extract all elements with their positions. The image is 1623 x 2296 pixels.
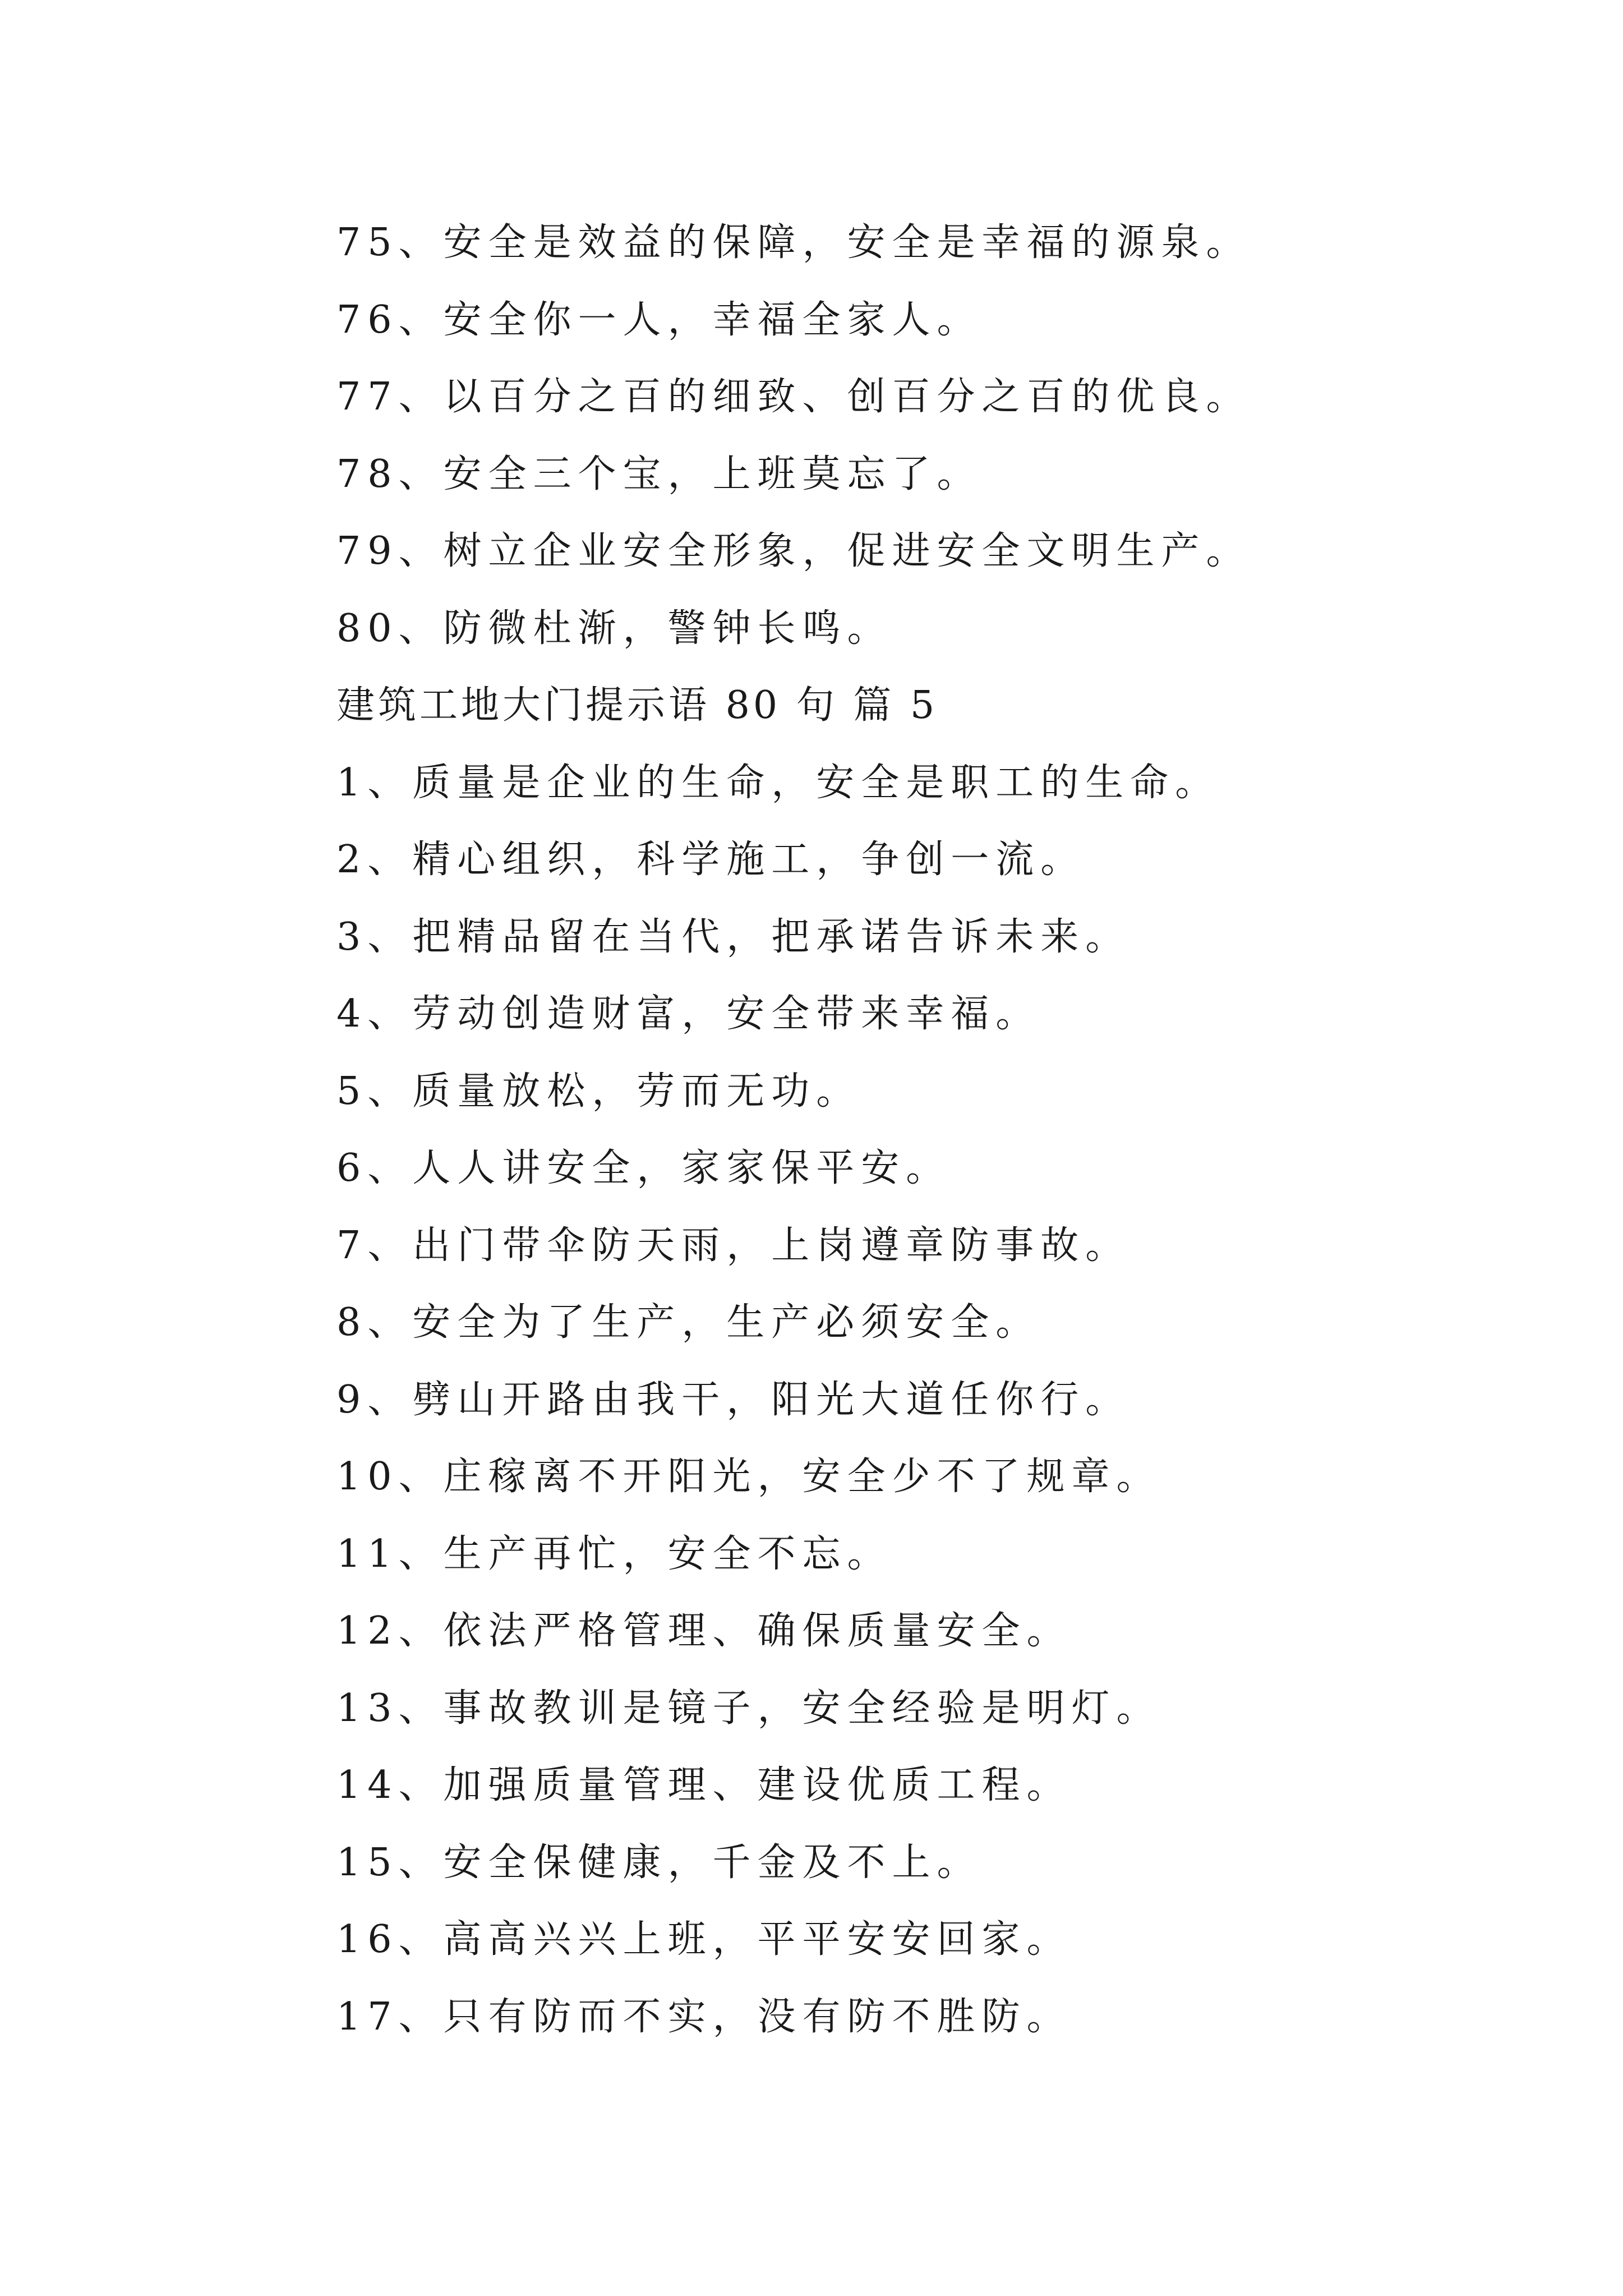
list-item: 10、庄稼离不开阳光，安全少不了规章。 xyxy=(336,1455,1161,1499)
list-item: 5、质量放松，劳而无功。 xyxy=(336,1069,861,1114)
list-item: 2、精心组织，科学施工，争创一流。 xyxy=(336,838,1086,882)
list-item: 11、生产再忙，安全不忘。 xyxy=(336,1531,892,1576)
list-item: 80、防微杜渐，警钟长鸣。 xyxy=(336,606,892,651)
list-item: 78、安全三个宝，上班莫忘了。 xyxy=(336,452,982,496)
list-item: 75、安全是效益的保障，安全是幸福的源泉。 xyxy=(336,220,1251,265)
list-item: 12、依法严格管理、确保质量安全。 xyxy=(336,1609,1072,1653)
list-item: 8、安全为了生产，生产必须安全。 xyxy=(336,1300,1041,1345)
list-item: 9、劈山开路由我干，阳光大道任你行。 xyxy=(336,1377,1131,1422)
list-item: 79、树立企业安全形象，促进安全文明生产。 xyxy=(336,529,1251,573)
document-body xyxy=(336,204,1514,2055)
list-item: 15、安全保健康，千金及不上。 xyxy=(336,1840,982,1885)
list-item: 3、把精品留在当代，把承诺告诉未来。 xyxy=(336,914,1131,959)
section-heading: 建筑工地大门提示语 80 句 篇 5 xyxy=(336,683,938,728)
list-item: 6、人人讲安全，家家保平安。 xyxy=(336,1146,951,1190)
list-item: 77、以百分之百的细致、创百分之百的优良。 xyxy=(336,375,1251,419)
list-item: 76、安全你一人，幸福全家人。 xyxy=(336,297,982,342)
list-item: 1、质量是企业的生命，安全是职工的生命。 xyxy=(336,760,1220,805)
list-item: 17、只有防而不实，没有防不胜防。 xyxy=(336,1994,1072,2039)
list-item: 16、高高兴兴上班，平平安安回家。 xyxy=(336,1917,1072,1962)
list-item: 4、劳动创造财富，安全带来幸福。 xyxy=(336,992,1041,1036)
list-item: 7、出门带伞防天雨，上岗遵章防事故。 xyxy=(336,1223,1131,1268)
list-item: 13、事故教训是镜子，安全经验是明灯。 xyxy=(336,1686,1161,1731)
list-item: 14、加强质量管理、建设优质工程。 xyxy=(336,1763,1072,1807)
